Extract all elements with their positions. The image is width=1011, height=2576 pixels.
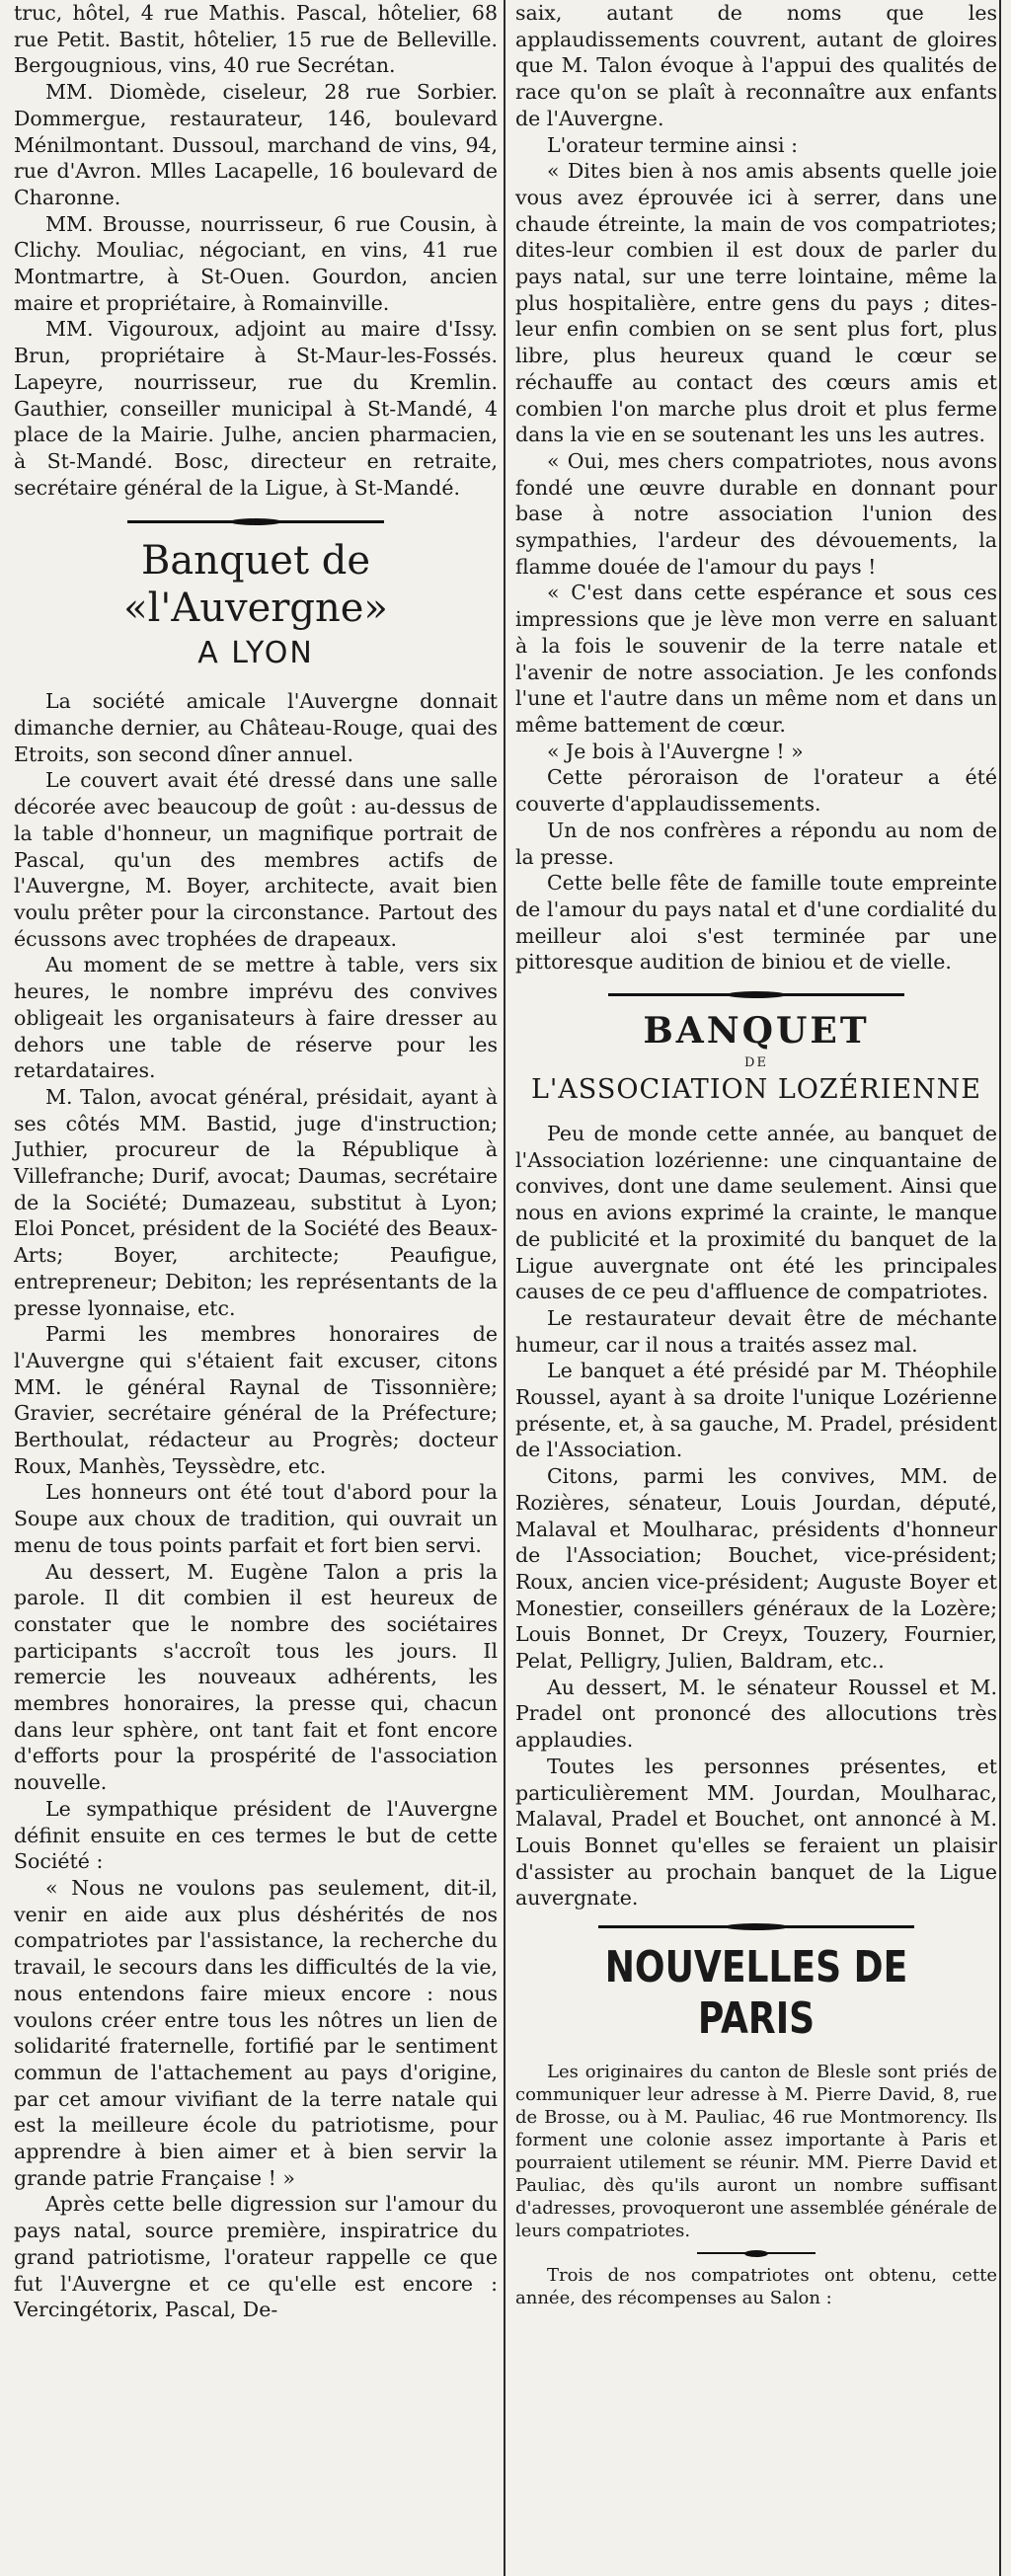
article-paragraph: MM. Diomède, ciseleur, 28 rue Sorbier. Dommergue, restaurateur, 146, boulevard Ménilmontant. Dussoul, marchand de vins, 94, rue d'Avron. Mlles Lacapelle, 16 boulevard de Charonne.: [14, 80, 498, 209]
article-paragraph: Le restaurateur devait être de méchante humeur, car il nous a traités assez mal.: [515, 1305, 997, 1357]
article-paragraph: Cette belle fête de famille toute empreinte de l'amour du pays natal et d'une cordialité du meilleur aloi s'est terminée par une pittoresque audition de biniou et de vielle.: [515, 871, 997, 975]
article-paragraph: Au dessert, M. le sénateur Roussel et M. Pradel ont prononcé des allocutions très applaudies.: [515, 1675, 997, 1753]
article-paragraph: MM. Brousse, nourrisseur, 6 rue Cousin, à Clichy. Mouliac, négociant, en vins, 41 rue Montmartre, à St-Ouen. Gourdon, ancien maire et propriétaire, à Romainville.: [14, 211, 498, 315]
banquet-headline: BANQUET: [643, 1010, 870, 1053]
left-column: [14, 0, 498, 2323]
article-paragraph: Le sympathique président de l'Auvergne définit ensuite en ces termes le but de cette Société :: [14, 1796, 498, 1874]
article-paragraph: saix, autant de noms que les applaudissements couvrent, autant de gloires que M. Talon évoque à l'appui des qualités de race qu'on se plaît à reconnaître aux enfants de l'Auvergne.: [515, 1, 997, 130]
article-paragraph: « Je bois à l'Auvergne ! »: [547, 739, 804, 763]
nouvelles-body: [515, 2061, 997, 2309]
article-paragraph: Les originaires du canton de Blesle sont priés de communiquer leur adresse à M. Pierre David, 8, rue de Brosse, ou à M. Pauliac, 46 rue Montmorency. Ils forment une colonie assez importante à Paris et pourraient utilement se réunir. MM. Pierre David et Pauliac, dès qu'ils auront un nombre suffisant d'adresses, provoqueront une assemblée générale de leurs compatriotes.: [515, 2062, 997, 2242]
article-paragraph: Peu de monde cette année, au banquet de l'Association lozérienne: une cinquantaine de convives, dont une dame seulement. Ainsi que nous en avions exprimé la crainte, le manque de publicité et la proximité du banquet de la Ligue auvergnate ont été les principales causes de ce peu d'affluence de compatriotes.: [515, 1122, 997, 1304]
article-paragraph: « Nous ne voulons pas seulement, dit-il, venir en aide aux plus déshérités de nos compatriotes par l'assistance, la recherche du travail, le secours dans les difficultés de la vie, nous entendons faire mieux encore : nous voulons créer entre tous les nôtres un lien de solidarité fraternelle, fortifié par le sentiment commun de l'attachement au pays d'origine, par cet amour vivifiant de la terre natale qui est la meilleure école du patriotisme, pour apprendre à bien aimer et à bien servir la grande patrie Française ! »: [14, 1876, 498, 2190]
article-paragraph: truc, hôtel, 4 rue Mathis. Pascal, hôtelier, 68 rue Petit. Bastit, hôtelier, 15 rue de Belleville. Bergougnious, vins, 40 rue Secrétan.: [14, 1, 498, 78]
article-paragraph: Un de nos confrères a répondu au nom de la presse.: [515, 818, 997, 869]
article-headline: Banquet de «l'Auvergne»: [123, 538, 388, 632]
article-paragraph: MM. Vigouroux, adjoint au maire d'Issy. Brun, propriétaire à St-Maur-les-Fossés. Lapeyre, nourrisseur, rue du Kremlin. Gauthier, conseiller municipal à St-Mandé, 4 place de la Mairie. Julhe, ancien pharmacien, à St-Mandé. Bosc, directeur en retraite, secrétaire général de la Ligue, à St-Mandé.: [14, 317, 498, 500]
article-paragraph: « Oui, mes chers compatriotes, nous avons fondé une œuvre durable en donnant pour base à notre association l'union des sympathies, l'ardeur des dévouements, la flamme douée de l'amour du pays !: [515, 448, 997, 579]
section-divider: [127, 520, 384, 523]
article-paragraph: Au dessert, M. Eugène Talon a pris la parole. Il dit combien il est heureux de constater que le nombre des sociétaires participants s'accroît tous les jours. Il remercie les nouveaux adhérents, les membres honoraires, la presse qui, chacun dans leur sphère, ont tant fait et font encore d'efforts pour la prospérité de l'association nouvelle.: [14, 1559, 498, 1795]
article-paragraph: Parmi les membres honoraires de l'Auvergne qui s'étaient fait excuser, citons MM. le général Raynal de Tissonnière; Gravier, secrétaire général de la Préfecture; Berthoulat, rédacteur au Progrès; docteur Roux, Manhès, Teyssèdre, etc.: [14, 1322, 498, 1478]
article-paragraph: Trois de nos compatriotes ont obtenu, cette année, des récompenses au Salon :: [515, 2265, 997, 2309]
right-column: [515, 0, 997, 2309]
short-divider: [697, 2252, 816, 2254]
article-paragraph: « C'est dans cette espérance et sous ces impressions que je lève mon verre en saluant à la fois le souvenir de la terre natale et l'avenir de notre association. Je les confonds l'une et l'autre dans un même nom et dans un même battement de cœur.: [515, 581, 997, 737]
article-paragraph: Cette péroraison de l'orateur a été couverte d'applaudissements.: [515, 765, 997, 817]
column-divider: [504, 0, 506, 2576]
section-divider: [608, 993, 904, 996]
article-paragraph: Toutes les personnes présentes, et particulièrement MM. Jourdan, Moulharac, Malaval, Pradel et Bouchet, ont annoncé à M. Louis Bonnet qu'elles se feraient un plaisir d'assister au prochain banquet de la Ligue auvergnate.: [515, 1754, 997, 1911]
article-paragraph: Les honneurs ont été tout d'abord pour la Soupe aux choux de tradition, qui ouvrait un menu de tous points parfait et fort bien servi.: [14, 1480, 498, 1557]
article-paragraph: M. Talon, avocat général, présidait, ayant à ses côtés MM. Bastid, juge d'instruction; Juthier, procureur de la République à Villefranche; Durif, avocat; Daumas, secrétaire de la Société; Dumazeau, substitut à Lyon; Eloi Poncet, président de la Société des Beaux-Arts; Boyer, architecte; Peaufigue, entrepreneur; Debiton; les représentants de la presse lyonnaise, etc.: [14, 1084, 498, 1320]
article-paragraph: Après cette belle digression sur l'amour du pays natal, source première, inspiratrice du grand patriotisme, l'orateur rappelle ce que fut l'Auvergne et ce qu'elle est encore : Vercingétorix, Pascal, De-: [14, 2192, 498, 2322]
section-divider: [598, 1925, 914, 1928]
nouvelles-headline: NOUVELLES DE PARIS: [604, 1942, 908, 2045]
article-paragraph: « Dites bien à nos amis absents quelle joie vous avez éprouvée ici à serrer, dans une chaude étreinte, la main de vos compatriotes; dites-leur combien il est doux de parler du pays natal, sur une terre lointaine, même la plus hospitalière, entre gens du pays ; dites-leur enfin combien on se sent plus fort, plus libre, plus heureux quand le cœur se réchauffe au contact des cœurs amis et combien l'on marche plus droit et plus ferme dans la vie en se soutenant les uns les autres.: [515, 159, 997, 447]
article-paragraph: L'orateur termine ainsi :: [547, 132, 798, 157]
banquet-de: DE: [744, 1055, 768, 1071]
article-subheadline: A LYON: [197, 636, 314, 671]
article-paragraph: La société amicale l'Auvergne donnait dimanche dernier, au Château-Rouge, quai des Etroits, son second dîner annuel.: [14, 689, 498, 766]
article-paragraph: Le couvert avait été dressé dans une salle décorée avec beaucoup de goût : au-dessus de la table d'honneur, un magnifique portrait de Pascal, qu'un des membres actifs de l'Auvergne, M. Boyer, architecte, avait bien voulu prêter pour la circonstance. Partout des écussons avec trophées de drapeaux.: [14, 768, 498, 951]
article-paragraph: Au moment de se mettre à table, vers six heures, le nombre imprévu des convives obligeait les organisateurs à faire dresser au dehors une table de réserve pour les retardataires.: [14, 953, 498, 1083]
article-paragraph: Le banquet a été présidé par M. Théophile Roussel, ayant à sa droite l'unique Lozérienne présente, et, à sa gauche, M. Pradel, président de l'Association.: [515, 1359, 997, 1462]
column-divider-right: [999, 0, 1001, 2576]
banquet-association-title: L'ASSOCIATION LOZÉRIENNE: [530, 1074, 982, 1106]
article-paragraph: Citons, parmi les convives, MM. de Rozières, sénateur, Louis Jourdan, député, Malaval et Moulharac, présidents d'honneur de l'Association; Bouchet, vice-président; Roux, ancien vice-président; Auguste Boyer et Monestier, conseillers généraux de la Lozère; Louis Bonnet, Dr Creyx, Touzery, Fournier, Pelat, Pelligry, Julien, Baldram, etc..: [515, 1464, 997, 1674]
